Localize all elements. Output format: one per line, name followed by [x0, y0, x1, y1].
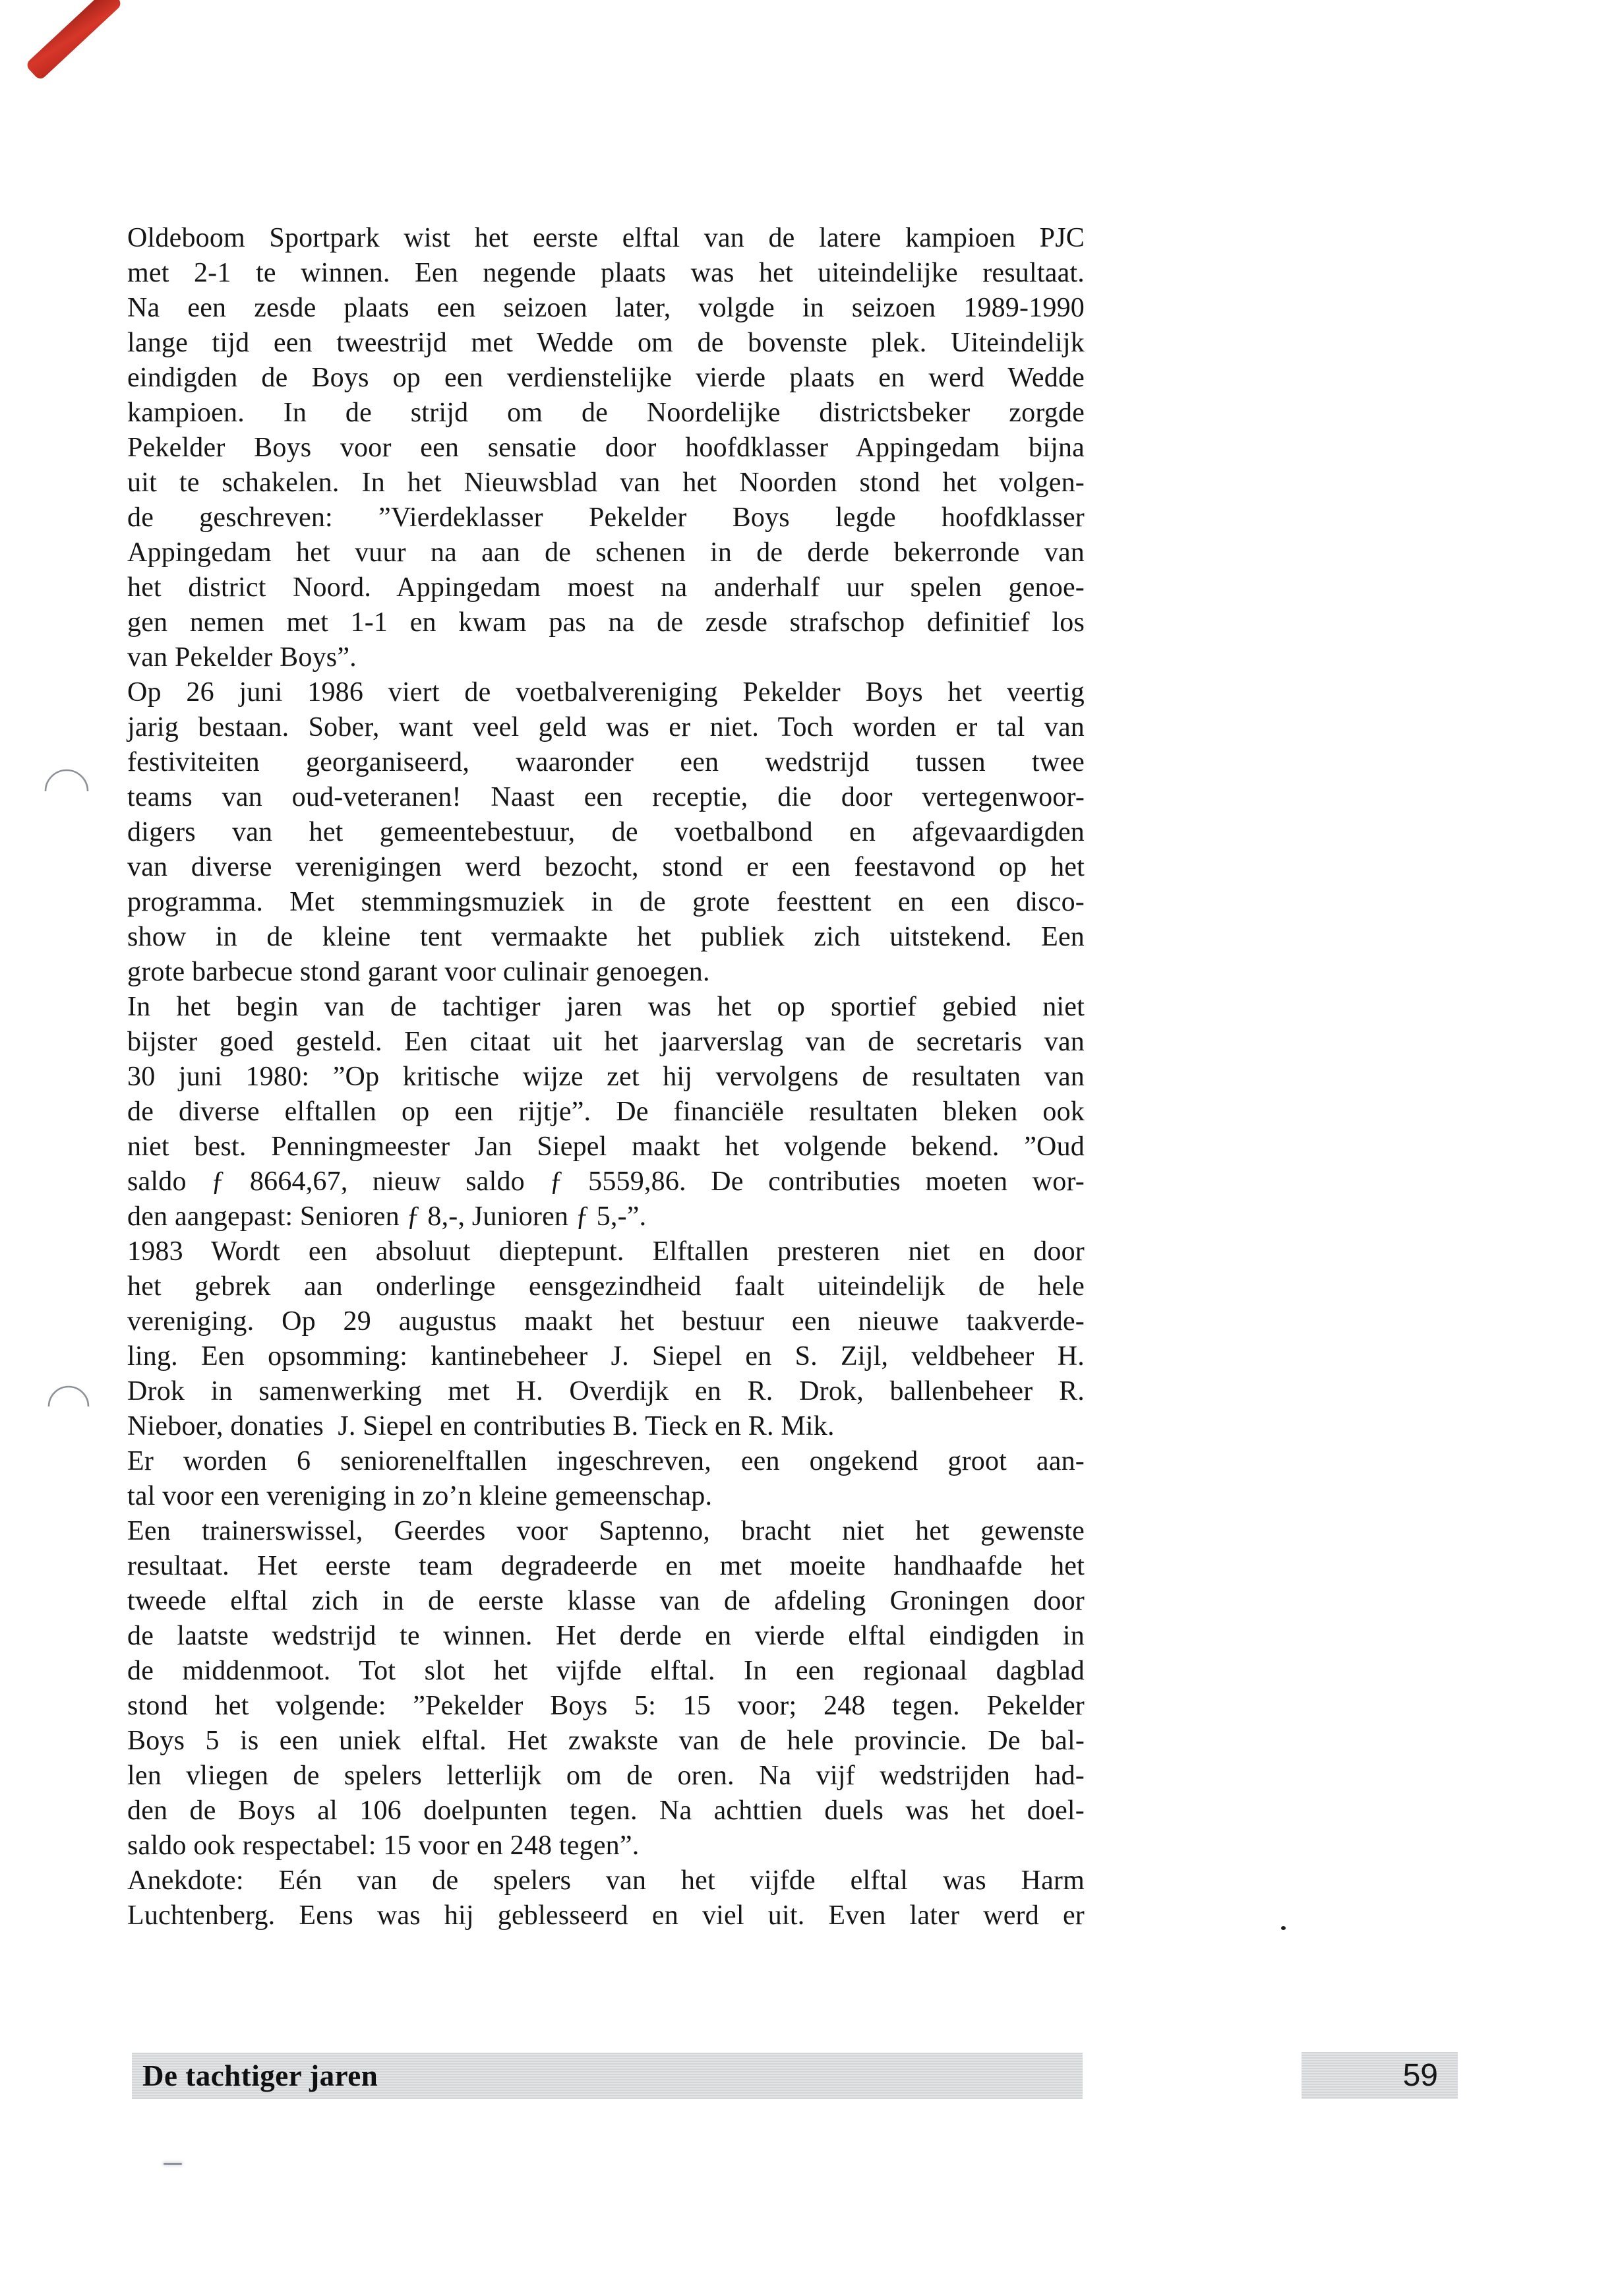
text-line: eindigden de Boys op een verdienstelijke vierde plaats en werd Wedde: [127, 363, 1085, 393]
text-line: grote barbecue stond garant voor culinair genoegen.: [127, 957, 710, 987]
text-line: Boys 5 is een uniek elftal. Het zwakste van de hele provincie. De bal-: [127, 1726, 1085, 1756]
page-number: 59: [1402, 2058, 1438, 2093]
text-line: stond het volgende: ”Pekelder Boys 5: 15 voor; 248 tegen. Pekelder: [127, 1691, 1085, 1721]
text-line: programma. Met stemmingsmuziek in de grote feesttent en een disco-: [127, 887, 1085, 917]
text-line: vereniging. Op 29 augustus maakt het bestuur een nieuwe taakverde-: [127, 1306, 1085, 1337]
text-line: Anekdote: Eén van de spelers van het vijfde elftal was Harm: [127, 1865, 1085, 1896]
text-line: 30 juni 1980: ”Op kritische wijze zet hij vervolgens de resultaten van: [127, 1062, 1085, 1092]
text-line: teams van oud-veteranen! Naast een receptie, die door vertegenwoor-: [127, 782, 1085, 812]
text-line: Drok in samenwerking met H. Overdijk en R. Drok, ballenbeheer R.: [127, 1376, 1085, 1406]
text-line: het gebrek aan onderlinge eensgezindheid faalt uiteindelijk de hele: [127, 1271, 1085, 1302]
text-line: met 2-1 te winnen. Een negende plaats was het uiteindelijke resultaat.: [127, 258, 1085, 288]
text-line: lange tijd een tweestrijd met Wedde om de bovenste plek. Uiteindelijk: [127, 328, 1085, 358]
text-line: show in de kleine tent vermaakte het publiek zich uitstekend. Een: [127, 922, 1085, 952]
text-line: niet best. Penningmeester Jan Siepel maakt het volgende bekend. ”Oud: [127, 1132, 1085, 1162]
text-line: len vliegen de spelers letterlijk om de oren. Na vijf wedstrijden had-: [127, 1761, 1085, 1791]
text-line: ling. Een opsomming: kantinebeheer J. Siepel en S. Zijl, veldbeheer H.: [127, 1341, 1085, 1372]
page-number-box: [1302, 2052, 1458, 2099]
text-line: den de Boys al 106 doelpunten tegen. Na achttien duels was het doel-: [127, 1796, 1085, 1826]
text-line: tweede elftal zich in de eerste klasse van de afdeling Groningen door: [127, 1586, 1085, 1616]
text-line: Op 26 juni 1986 viert de voetbalvereniging Pekelder Boys het veertig: [127, 677, 1085, 708]
text-line: tal voor een vereniging in zo’n kleine gemeenschap.: [127, 1481, 713, 1511]
scan-dash-artifact: [164, 2163, 182, 2165]
text-line: de diverse elftallen op een rijtje”. De financiële resultaten bleken ook: [127, 1097, 1085, 1127]
text-line: de middenmoot. Tot slot het vijfde elftal. In een regionaal dagblad: [127, 1656, 1085, 1686]
text-line: resultaat. Het eerste team degradeerde en met moeite handhaafde het: [127, 1551, 1085, 1581]
text-line: Luchtenberg. Eens was hij geblesseerd en viel uit. Even later werd er: [127, 1900, 1085, 1931]
text-line: uit te schakelen. In het Nieuwsblad van het Noorden stond het volgen-: [127, 468, 1085, 498]
text-line: Oldeboom Sportpark wist het eerste elftal van de latere kampioen PJC: [127, 223, 1085, 253]
red-corner-mark: [25, 0, 123, 81]
text-line: Er worden 6 seniorenelftallen ingeschreven, een ongekend groot aan-: [127, 1446, 1085, 1476]
text-line: het district Noord. Appingedam moest na anderhalf uur spelen genoe-: [127, 572, 1085, 603]
body-text: [127, 221, 1085, 1933]
text-line: van Pekelder Boys”.: [127, 642, 357, 673]
text-line: Pekelder Boys voor een sensatie door hoofdklasser Appingedam bijna: [127, 433, 1085, 463]
text-line: saldo ook respectabel: 15 voor en 248 tegen”.: [127, 1830, 640, 1861]
text-line: Appingedam het vuur na aan de schenen in de derde bekerronde van: [127, 537, 1085, 568]
text-line: saldo ƒ 8664,67, nieuw saldo ƒ 5559,86. De contributies moeten wor-: [127, 1166, 1085, 1197]
text-line: Na een zesde plaats een seizoen later, volgde in seizoen 1989-1990: [127, 293, 1085, 323]
text-line: de geschreven: ”Vierdeklasser Pekelder Boys legde hoofdklasser: [127, 502, 1085, 533]
text-line: Nieboer, donaties J. Siepel en contributies B. Tieck en R. Mik.: [127, 1411, 835, 1441]
text-line: festiviteiten georganiseerd, waaronder een wedstrijd tussen twee: [127, 747, 1085, 777]
footer-section-bar: [132, 2053, 1083, 2099]
text-line: jarig bestaan. Sober, want veel geld was er niet. Toch worden er tal van: [127, 712, 1085, 742]
text-line: In het begin van de tachtiger jaren was het op sportief gebied niet: [127, 992, 1085, 1022]
scan-arc-artifact-bottom: [47, 1383, 90, 1408]
scan-arc-artifact-top: [44, 767, 90, 793]
text-line: gen nemen met 1-1 en kwam pas na de zesde strafschop definitief los: [127, 607, 1085, 638]
text-line: den aangepast: Senioren ƒ 8,-, Junioren ƒ 5,-”.: [127, 1201, 647, 1232]
text-line: bijster goed gesteld. Een citaat uit het jaarverslag van de secretaris van: [127, 1027, 1085, 1057]
footer-section-title: De tachtiger jaren: [142, 2059, 378, 2092]
ink-dot-artifact: [1281, 1926, 1286, 1930]
text-line: de laatste wedstrijd te winnen. Het derde en vierde elftal eindigden in: [127, 1621, 1085, 1651]
text-line: 1983 Wordt een absoluut dieptepunt. Elftallen presteren niet en door: [127, 1236, 1085, 1267]
text-line: kampioen. In de strijd om de Noordelijke districtsbeker zorgde: [127, 398, 1085, 428]
text-line: Een trainerswissel, Geerdes voor Saptenno, bracht niet het gewenste: [127, 1516, 1085, 1546]
text-line: van diverse verenigingen werd bezocht, stond er een feestavond op het: [127, 852, 1085, 882]
text-line: digers van het gemeentebestuur, de voetbalbond en afgevaardigden: [127, 817, 1085, 847]
